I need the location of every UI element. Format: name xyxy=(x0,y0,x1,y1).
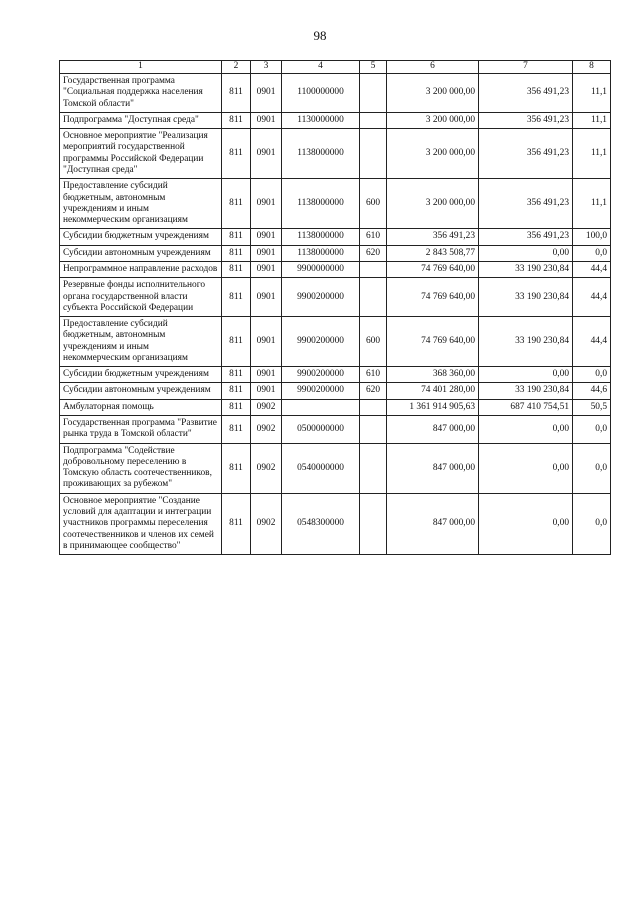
row-fact: 356 491,23 xyxy=(479,74,573,113)
row-type xyxy=(360,261,387,277)
row-code: 811 xyxy=(222,261,251,277)
row-article: 9900200000 xyxy=(282,278,360,317)
row-type: 600 xyxy=(360,179,387,229)
row-percent: 0,0 xyxy=(573,367,611,383)
row-percent: 11,1 xyxy=(573,129,611,179)
column-header: 3 xyxy=(251,61,282,74)
row-section: 0901 xyxy=(251,74,282,113)
row-article: 1138000000 xyxy=(282,229,360,245)
row-section: 0902 xyxy=(251,443,282,493)
row-fact: 33 190 230,84 xyxy=(479,383,573,399)
table-row xyxy=(60,399,611,415)
column-header: 7 xyxy=(479,61,573,74)
row-type: 620 xyxy=(360,383,387,399)
row-name: Подпрограмма "Доступная среда" xyxy=(60,112,222,128)
row-type xyxy=(360,129,387,179)
row-type xyxy=(360,112,387,128)
row-fact: 0,00 xyxy=(479,493,573,554)
row-fact: 356 491,23 xyxy=(479,112,573,128)
row-article: 9900200000 xyxy=(282,367,360,383)
row-code: 811 xyxy=(222,317,251,367)
row-name: Основное мероприятие "Создание условий для адаптации и интеграции участников программы переселения соотечественников и членов их семей в принимающее сообщество" xyxy=(60,493,222,554)
row-percent: 0,0 xyxy=(573,416,611,444)
row-percent: 11,1 xyxy=(573,74,611,113)
row-code: 811 xyxy=(222,245,251,261)
row-code: 811 xyxy=(222,278,251,317)
row-plan: 847 000,00 xyxy=(387,443,479,493)
row-article: 0540000000 xyxy=(282,443,360,493)
table-header-row xyxy=(60,61,611,74)
page-number: 98 xyxy=(313,28,327,43)
row-fact: 356 491,23 xyxy=(479,229,573,245)
row-name: Предоставление субсидий бюджетным, автономным учреждениям и иным некоммерческим организациям xyxy=(60,317,222,367)
table-row xyxy=(60,261,611,277)
row-type xyxy=(360,493,387,554)
row-section: 0901 xyxy=(251,261,282,277)
row-section: 0901 xyxy=(251,278,282,317)
row-article: 9900000000 xyxy=(282,261,360,277)
row-plan: 74 769 640,00 xyxy=(387,317,479,367)
row-plan: 3 200 000,00 xyxy=(387,179,479,229)
row-section: 0901 xyxy=(251,367,282,383)
row-code: 811 xyxy=(222,74,251,113)
row-percent: 44,6 xyxy=(573,383,611,399)
row-type: 610 xyxy=(360,367,387,383)
row-plan: 847 000,00 xyxy=(387,416,479,444)
row-fact: 356 491,23 xyxy=(479,179,573,229)
column-header: 2 xyxy=(222,61,251,74)
row-name: Государственная программа "Развитие рынка труда в Томской области" xyxy=(60,416,222,444)
row-plan: 3 200 000,00 xyxy=(387,112,479,128)
row-type xyxy=(360,399,387,415)
row-name: Основное мероприятие "Реализация мероприятий государственной программы Российской Федерации "Доступная среда" xyxy=(60,129,222,179)
row-article: 9900200000 xyxy=(282,317,360,367)
row-name: Подпрограмма "Содействие добровольному переселению в Томскую область соотечественников, проживающих за рубежом" xyxy=(60,443,222,493)
row-article: 9900200000 xyxy=(282,383,360,399)
row-percent: 0,0 xyxy=(573,245,611,261)
table-row xyxy=(60,493,611,554)
row-type xyxy=(360,74,387,113)
row-code: 811 xyxy=(222,383,251,399)
row-name: Субсидии автономным учреждениям xyxy=(60,245,222,261)
row-article xyxy=(282,399,360,415)
row-section: 0901 xyxy=(251,229,282,245)
table-row xyxy=(60,229,611,245)
row-article: 0548300000 xyxy=(282,493,360,554)
row-percent: 0,0 xyxy=(573,493,611,554)
row-name: Субсидии автономным учреждениям xyxy=(60,383,222,399)
row-percent: 50,5 xyxy=(573,399,611,415)
row-fact: 0,00 xyxy=(479,367,573,383)
table-row xyxy=(60,179,611,229)
table-row xyxy=(60,317,611,367)
row-code: 811 xyxy=(222,443,251,493)
table-row xyxy=(60,383,611,399)
row-code: 811 xyxy=(222,129,251,179)
row-section: 0901 xyxy=(251,383,282,399)
table-row xyxy=(60,278,611,317)
column-header: 4 xyxy=(282,61,360,74)
row-fact: 356 491,23 xyxy=(479,129,573,179)
row-article: 1100000000 xyxy=(282,74,360,113)
row-type xyxy=(360,278,387,317)
row-fact: 33 190 230,84 xyxy=(479,317,573,367)
table-row xyxy=(60,416,611,444)
row-code: 811 xyxy=(222,399,251,415)
row-article: 1130000000 xyxy=(282,112,360,128)
row-code: 811 xyxy=(222,416,251,444)
budget-table xyxy=(59,60,611,555)
row-section: 0901 xyxy=(251,245,282,261)
row-type: 620 xyxy=(360,245,387,261)
table-row xyxy=(60,74,611,113)
row-name: Субсидии бюджетным учреждениям xyxy=(60,367,222,383)
row-name: Предоставление субсидий бюджетным, автономным учреждениям и иным некоммерческим организациям xyxy=(60,179,222,229)
row-plan: 847 000,00 xyxy=(387,493,479,554)
table-row xyxy=(60,112,611,128)
table-row xyxy=(60,245,611,261)
row-plan: 74 769 640,00 xyxy=(387,278,479,317)
row-fact: 0,00 xyxy=(479,443,573,493)
row-plan: 356 491,23 xyxy=(387,229,479,245)
row-article: 1138000000 xyxy=(282,129,360,179)
row-section: 0901 xyxy=(251,179,282,229)
row-fact: 0,00 xyxy=(479,416,573,444)
row-percent: 44,4 xyxy=(573,261,611,277)
column-header: 1 xyxy=(60,61,222,74)
row-plan: 74 401 280,00 xyxy=(387,383,479,399)
row-fact: 0,00 xyxy=(479,245,573,261)
table-body xyxy=(60,74,611,555)
row-percent: 0,0 xyxy=(573,443,611,493)
row-type: 600 xyxy=(360,317,387,367)
table-row xyxy=(60,443,611,493)
column-header: 5 xyxy=(360,61,387,74)
row-section: 0901 xyxy=(251,317,282,367)
row-code: 811 xyxy=(222,179,251,229)
row-plan: 2 843 508,77 xyxy=(387,245,479,261)
row-plan: 368 360,00 xyxy=(387,367,479,383)
row-percent: 11,1 xyxy=(573,112,611,128)
row-article: 0500000000 xyxy=(282,416,360,444)
row-percent: 100,0 xyxy=(573,229,611,245)
row-name: Амбулаторная помощь xyxy=(60,399,222,415)
row-code: 811 xyxy=(222,229,251,245)
row-type: 610 xyxy=(360,229,387,245)
row-percent: 44,4 xyxy=(573,278,611,317)
table-row xyxy=(60,367,611,383)
row-article: 1138000000 xyxy=(282,245,360,261)
column-header: 6 xyxy=(387,61,479,74)
row-plan: 74 769 640,00 xyxy=(387,261,479,277)
row-type xyxy=(360,416,387,444)
row-code: 811 xyxy=(222,367,251,383)
row-code: 811 xyxy=(222,493,251,554)
table-row xyxy=(60,129,611,179)
row-name: Резервные фонды исполнительного органа государственной власти субъекта Российской Федерации xyxy=(60,278,222,317)
row-fact: 33 190 230,84 xyxy=(479,278,573,317)
row-fact: 687 410 754,51 xyxy=(479,399,573,415)
row-plan: 3 200 000,00 xyxy=(387,74,479,113)
row-name: Непрограммное направление расходов xyxy=(60,261,222,277)
row-percent: 44,4 xyxy=(573,317,611,367)
row-section: 0902 xyxy=(251,493,282,554)
row-percent: 11,1 xyxy=(573,179,611,229)
row-plan: 1 361 914 905,63 xyxy=(387,399,479,415)
column-header: 8 xyxy=(573,61,611,74)
row-section: 0902 xyxy=(251,399,282,415)
row-section: 0901 xyxy=(251,129,282,179)
row-code: 811 xyxy=(222,112,251,128)
row-section: 0901 xyxy=(251,112,282,128)
row-type xyxy=(360,443,387,493)
row-article: 1138000000 xyxy=(282,179,360,229)
row-name: Государственная программа "Социальная поддержка населения Томской области" xyxy=(60,74,222,113)
row-fact: 33 190 230,84 xyxy=(479,261,573,277)
row-section: 0902 xyxy=(251,416,282,444)
row-plan: 3 200 000,00 xyxy=(387,129,479,179)
row-name: Субсидии бюджетным учреждениям xyxy=(60,229,222,245)
